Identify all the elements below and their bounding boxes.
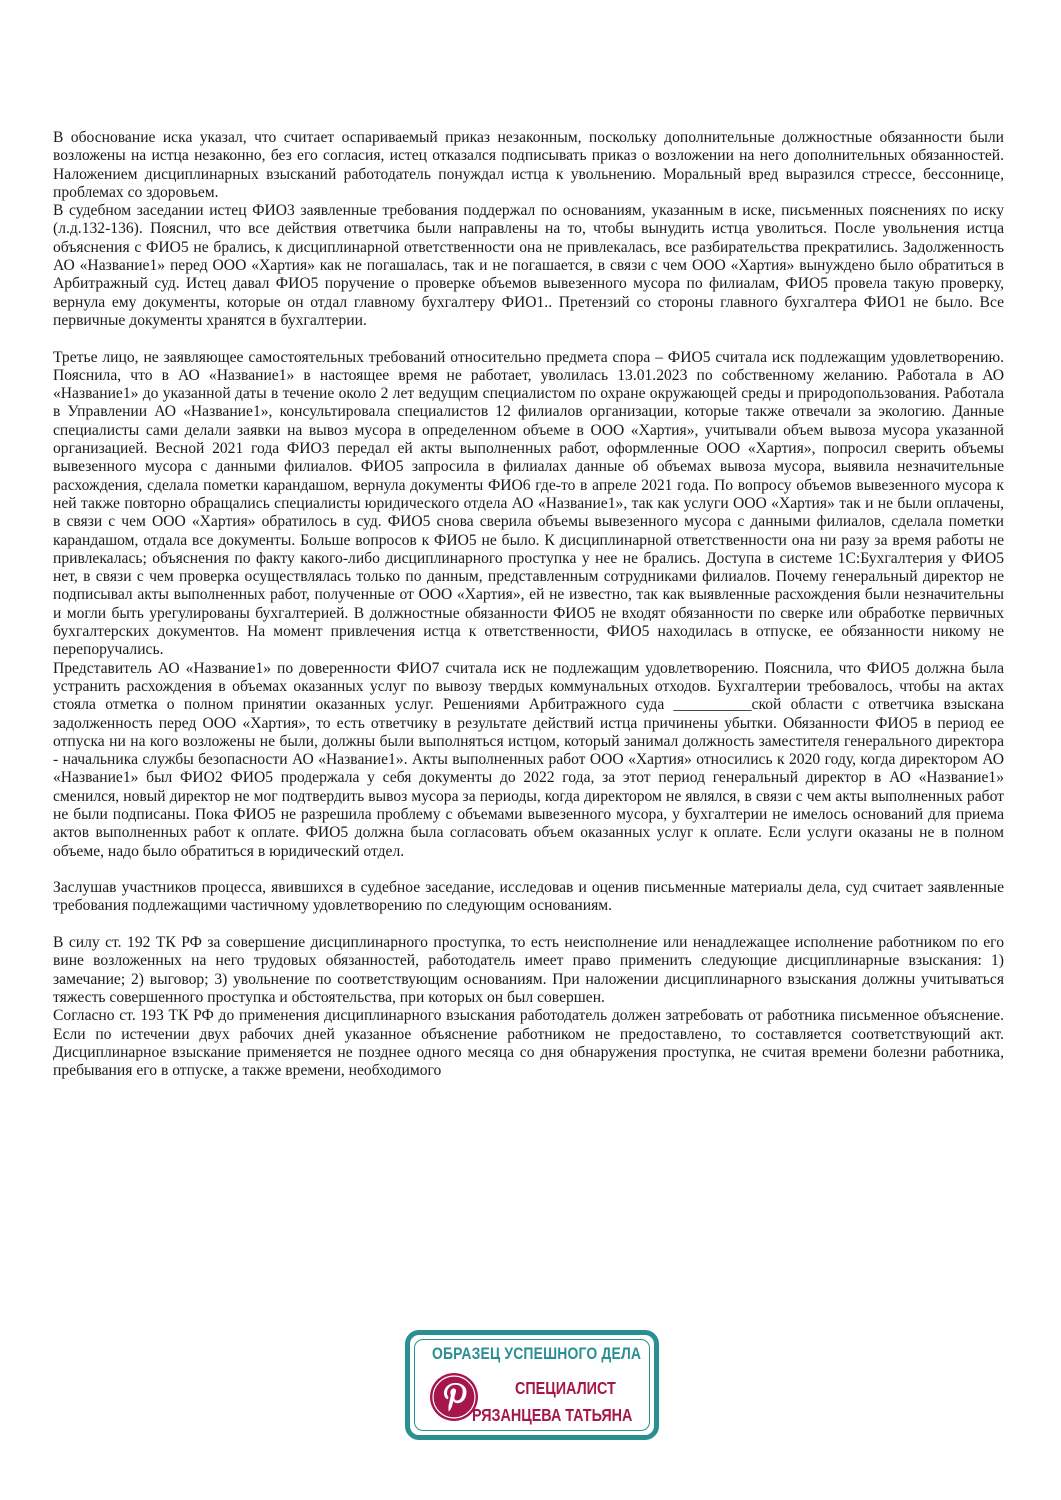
paragraph-gap (53, 330, 1004, 348)
stamp-specialist: СПЕЦИАЛИСТ (515, 1378, 616, 1398)
paragraph: В обоснование иска указал, что считает оспариваемый приказ незаконным, поскольку дополнительные должностные обязанности были возложены на истца незаконно, без его согласия, истец отказался подписывать приказ о возложении на него дополнительных обязанностей. Наложением дисциплинарных взысканий работодатель понуждал истца к увольнению. Моральный вред выразился стрессе, бессоннице, проблемах со здоровьем. (53, 129, 1004, 201)
paragraph: Представитель АО «Название1» по доверенности ФИО7 считала иск не подлежащим удовлетворению. Пояснила, что ФИО5 должна была устранить расхождения в объемах оказанных услуг по вывозу твердых коммунальных отходов. Бухгалтерии требовалось, чтобы на актах стояла отметка о полном принятии оказанных услуг. Решениями Арбитражного суда __________ской области с ответчика взыскана задолженность перед ООО «Хартия», то есть ответчику в результате действий истца причинены убытки. Обязанности ФИО5 в период ее отпуска ни на кого возложены не были, должны были выполняться истцом, который занимал должность заместителя генерального директора - начальника службы безопасности АО «Название1». Акты выполненных работ ООО «Хартия» относились к 2020 году, когда директором АО «Название1» был ФИО2 ФИО5 продержала у себя документы до 2022 года, за этот период генеральный директор в АО «Название1» сменился, новый директор не мог подтвердить вывоз мусора за периоды, когда директором не являлся, в связи с чем акты выполненных работ не были подписаны. Пока ФИО5 не разрешила проблему с объемами вывезенного мусора, у бухгалтерии не имелось оснований для приема актов выполненных работ к оплате. ФИО5 должна была согласовать объем оказанных услуг к оплате. Если услуги оказаны не в полном объеме, надо было обратиться в юридический отдел. (53, 659, 1004, 860)
paragraph-gap (53, 916, 1004, 934)
paragraph: В силу ст. 192 ТК РФ за совершение дисциплинарного проступка, то есть неисполнение или ненадлежащее исполнение работником по его вине возложенных на него трудовых обязанностей, работодатель имеет право применить следующие дисциплинарные взыскания: 1) замечание; 2) выговор; 3) увольнение по соответствующим основаниям. При наложении дисциплинарного взыскания должны учитываться тяжесть совершенного проступка и обстоятельства, при которых он был совершен. (53, 934, 1004, 1006)
stamp-name: РЯЗАНЦЕВА ТАТЬЯНА (472, 1405, 633, 1425)
sample-stamp (405, 1330, 659, 1440)
stamp-title: ОБРАЗЕЦ УСПЕШНОГО ДЕЛА (431, 1344, 642, 1363)
paragraph-gap (53, 861, 1004, 879)
document-body (53, 129, 1004, 1080)
paragraph: Третье лицо, не заявляющее самостоятельных требований относительно предмета спора – ФИО5 считала иск подлежащим удовлетворению. Пояснила, что в АО «Название1» в настоящее время не работает, уволилась 13.01.2023 по собственному желанию. Работала в АО «Название1» до указанной даты в течение около 2 лет ведущим специалистом по охране окружающей среды и природопользования. Работала в Управлении АО «Название1», консультировала специалистов 12 филиалов организации, которые также отвечали за экологию. Данные специалисты сами делали заявки на вывоз мусора в определенном объеме в ООО «Хартия», учитывали объем вывоза мусора указанной организацией. Весной 2021 года ФИО3 передал ей акты выполненных работ, оформленные ООО «Хартия», попросил сверить объемы вывезенного мусора с данными филиалов. ФИО5 запросила в филиалах данные об объемах вывоза мусора, выявила незначительные расхождения, сделала пометки карандашом, вернула документы ФИО6 где-то в апреле 2021 года. По вопросу объемов вывезенного мусора к ней также повторно обращались специалисты юридического отдела АО «Название1», так как услуги ООО «Хартия» так и не были оплачены, в связи с чем ООО «Хартия» обратилось в суд. ФИО5 снова сверила объемы вывезенного мусора с данными филиалов, сделала пометки карандашом, отдала все документы. Больше вопросов к ФИО5 не было. К дисциплинарной ответственности она ни разу за время работы не привлекалась; объяснения по факту какого-либо дисциплинарного проступка у нее не брались. Доступа в системе 1С:Бухгалтерия у ФИО5 нет, в связи с чем проверка осуществлялась только по данным, представленным сотрудниками филиалов. Почему генеральный директор не подписывал акты выполненных работ, полученные от ООО «Хартия», ей не известно, так как выявленные расхождения были незначительны и могли быть урегулированы бухгалтерией. В должностные обязанности ФИО5 не входят обязанности по сверке или обработке первичных бухгалтерских документов. На момент привлечения истца к ответственности, ФИО5 находилась в отпуске, ее обязанности никому не перепоручались. (53, 348, 1004, 659)
paragraph: В судебном заседании истец ФИО3 заявленные требования поддержал по основаниям, указанным в иске, письменных пояснениях по иску (л.д.132-136). Пояснил, что все действия ответчика были направлены на то, чтобы вынудить истца уволиться. После увольнения истца объяснения с ФИО5 не брались, к дисциплинарной ответственности она не привлекалась, все разбирательства прекратились. Задолженность АО «Название1» перед ООО «Хартия» как не погашалась, так и не погашается, в связи с чем ООО «Хартия» вынуждено было обратиться в Арбитражный суд. Истец давал ФИО5 поручение о проверке объемов вывезенного мусора по филиалам, ФИО5 провела такую проверку, вернула ему документы, которые он отдал главному бухгалтеру ФИО1.. Претензий со стороны главного бухгалтера ФИО1 не было. Все первичные документы хранятся в бухгалтерии. (53, 202, 1004, 329)
paragraph: Заслушав участников процесса, явившихся в судебное заседание, исследовав и оценив письменные материалы дела, суд считает заявленные требования подлежащими частичному удовлетворению по следующим основаниям. (53, 879, 1004, 915)
paragraph: Согласно ст. 193 ТК РФ до применения дисциплинарного взыскания работодатель должен затребовать от работника письменное объяснение. Если по истечении двух рабочих дней указанное объяснение работником не предоставлено, то составляется соответствующий акт. Дисциплинарное взыскание применяется не позднее одного месяца со дня обнаружения проступка, не считая времени болезни работника, пребывания его в отпуске, а также времени, необходимого (53, 1007, 1004, 1080)
